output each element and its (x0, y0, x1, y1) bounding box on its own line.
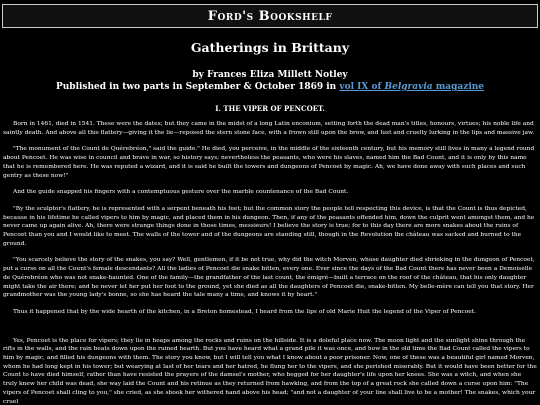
magazine-link[interactable] (339, 82, 484, 92)
site-banner[interactable] (2, 4, 538, 28)
byline (0, 69, 540, 93)
chapter-heading: I. THE VIPER OF PENCOET. (215, 104, 325, 113)
paragraph: Thus it happened that by the wide hearth of the kitchen, in a Breton homestead, I heard from the lips of old Marie Huit the legend of the Viper of Pencoet. (13, 308, 476, 315)
work-title: Gatherings in Brittany (190, 40, 350, 55)
story-body (0, 120, 540, 405)
paragraph: Yes, Pencoet is the place for vipers; they lie in heaps among the rocks and ruins on the hillside. It is a doleful place now. The moon light and the sunlight shine through the rifts in the walls, and the rain beats down upon the ruined hearth. But you have heard what a grand pile it was once, and how in the old time the Bad Count called the vipers to him by magic, and filled his dungeons with them. The story you know, but I will tell you what I know about a poor prisoner. Now, one of these was a beautiful girl named Morven, whom he had long kept in his tower; but wearying at last of her tears and her hatred, he flung her to the vipers, and she perished miserably. But it would have been better for the Count to have died himself, rather than have resisted the prayers of the damsel's mother, who begged for her daughter's life upon her knees. She was a witch, and when she truly knew her child was dead, she way laid the Count and his retinue as they returned from hawking, and from the top of a great rock she called down a curse upon him: "The vipers of Pencoet shall cling to you," she cried, as she shook her withered hand above his head; "and not a daughter of your line shall live to be a mother! The snakes, which your cruel (3, 337, 537, 405)
paragraph: "By the sculptor's flattery, he is represented with a serpent beneath his feet; but the common story the people tell respecting this device, is that the Count is thus depicted, because in his lifetime he called vipers to him by magic, and placed them in his dungeon. Then, if any of the peasants offended him, down the culprit went amongst them, and he never came up again alive. Ah, there were strange things done in those times, messieurs! I believe the story is true; for to this day there are more snakes about the ruins of Pencoet than you and I would like to meet. The walls of the tower and of the dungeons are standing still, though in the Revolution the château was sacked and burned to the ground. (3, 205, 535, 247)
site-title[interactable]: Ford's Bookshelf (207, 8, 333, 24)
link-text-a[interactable]: vol IX of (339, 82, 385, 92)
paragraph: "The monument of the Count de Quérebréon," said the guide." He died, you perceive, in the middle of the sixteenth century, but his memory still lives in many a legend round about Pencoet. He was wise in council and brave in war, so history says; nevertheless the peasants, who were his slaves, named him the Bad Count, and it is only by this name that he is remembered here. He was reputed a wizard, and it is said he built the towers and dungeons of Pencoet by magic. Ah, we have done away with such places and such gentry as these now!" (3, 146, 535, 179)
paragraph: Born in 1461, died in 1541. These were the dates; but they came in the midst of a long Latin enconium, setting forth the dead man's titles, honours, virtues; his noble life and saintly death. And above all this flattery—giving it the lie—reposed the stern stone face, with a frown still upon the brow, and lust and cruelty lurking in the lips and massive jaw. (3, 121, 535, 136)
link-text-italic[interactable]: Belgravia (384, 82, 433, 92)
link-text-b[interactable]: magazine (432, 82, 485, 92)
section-break (3, 326, 537, 327)
publication-prefix: Published in two parts in September & October 1869 in (55, 82, 340, 92)
paragraph: And the guide snapped his fingers with a contemptuous gesture over the marble countenance of the Bad Count. (13, 189, 349, 196)
publication-line (0, 81, 540, 93)
author-line: by Frances Eliza Millett Notley (192, 70, 348, 80)
paragraph: "You scarcely believe the story of the snakes, you say? Well, gentlemen, if it be not true, why did the witch Morven, whose daughter died shrieking in the dungeon of Pencoet, put a curse on all the Count's female descendants? All the ladies of Pencoet die snake bitten, every one. Ever since the days of the Bad Count there has never been a Demoiselle de Quérebréon who was not snake-haunted. One of the family—the grandfather of the last count, the émigré—built a terrace on the roof of the château, that his only daughter might take the air there; and he never let her put her foot to the ground, yet she died as all the daughters of Pencoet die, snake-bitten. My belle-mère can tell you that story. Her grandmother was the young lady's bonne, so she has heard the tale many a time, and knows it by heart." (3, 257, 535, 299)
